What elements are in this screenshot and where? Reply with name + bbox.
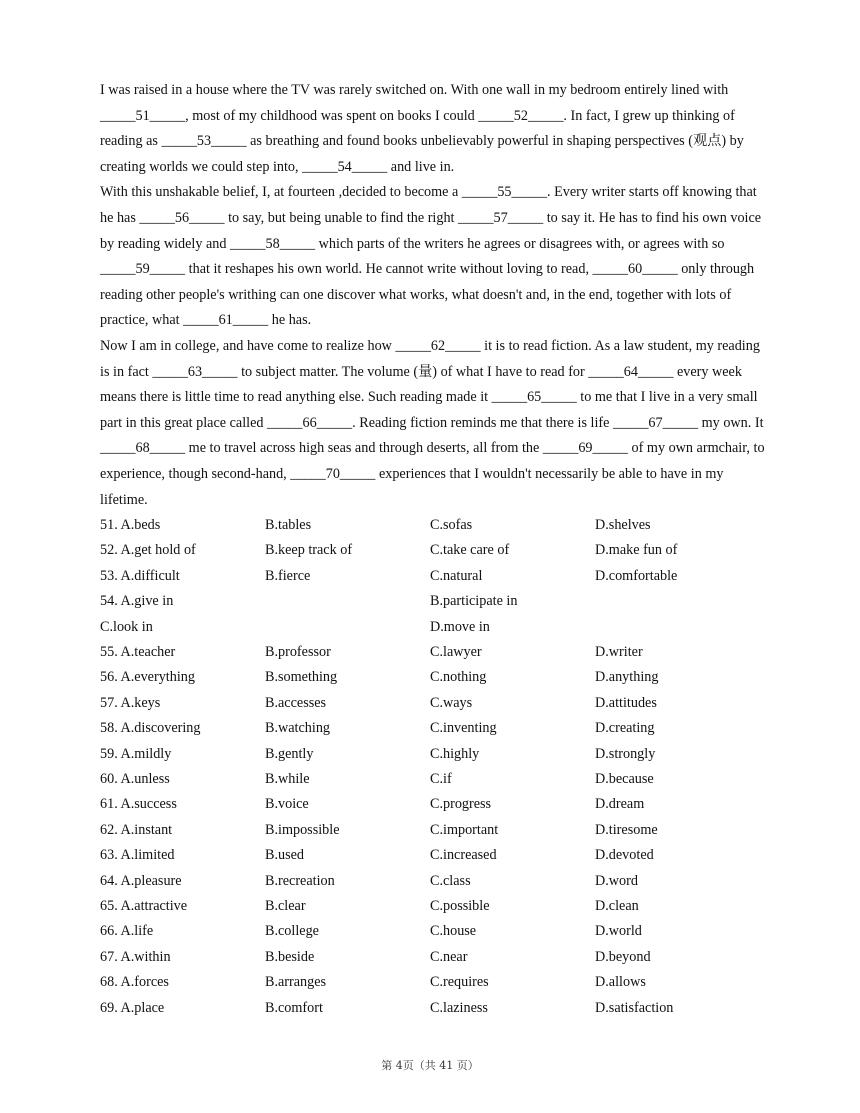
option-choice: B.participate in <box>430 593 518 610</box>
option-choice: 51. A.beds <box>100 517 161 534</box>
option-choice: C.laziness <box>430 999 488 1016</box>
option-choice: B.while <box>265 771 310 787</box>
option-choice: C.ways <box>430 694 473 711</box>
option-choice: 65. A.attractive <box>100 897 188 914</box>
option-choice: B.beside <box>265 948 315 965</box>
option-choice: D.make fun of <box>595 542 678 559</box>
option-row <box>100 818 765 843</box>
option-choice: D.writer <box>595 644 643 661</box>
option-choice: 60. A.unless <box>100 771 170 787</box>
option-choice: 55. A.teacher <box>100 644 176 661</box>
option-row <box>100 919 765 944</box>
option-choice: B.impossible <box>265 821 340 838</box>
option-choice: B.something <box>265 669 338 686</box>
passage-paragraph-2: With this unshakable belief, I, at fourteen ,decided to become a _____55_____. Every writer starts off knowing that he has _____56_____ to say, but being unable to find the right _____57_____ to say it. He has to find his own voice by reading widely and _____58_____ which parts of the writers he agrees or disagrees with, or agrees with so _____59_____ that it reshapes his own world. He cannot write without loving to read, _____60_____ only through reading other people's writhing can one discover what works, what doesn't and, in the end, together with lots of practice, what _____61_____ he has. <box>100 184 762 329</box>
option-choice: C.increased <box>430 847 497 864</box>
option-row <box>100 970 765 995</box>
option-choice: D.shelves <box>595 517 651 534</box>
option-row <box>100 716 765 741</box>
option-choice: B.accesses <box>265 694 327 711</box>
option-choice: B.comfort <box>265 999 323 1016</box>
answer-options <box>100 513 765 1021</box>
option-row <box>100 564 765 589</box>
option-choice: D.satisfaction <box>595 999 674 1016</box>
page-footer: 第 4页（共 41 页） <box>381 1059 479 1072</box>
option-choice: C.sofas <box>430 517 473 534</box>
option-choice: D.word <box>595 872 638 889</box>
option-choice: B.arranges <box>265 974 327 991</box>
option-choice: D.anything <box>595 669 659 686</box>
option-choice: C.take care of <box>430 542 510 559</box>
option-choice: C.important <box>430 821 499 838</box>
option-choice: C.requires <box>430 974 489 991</box>
option-choice: D.world <box>595 923 642 940</box>
option-choice: B.voice <box>265 796 309 813</box>
passage-paragraph-3: Now I am in college, and have come to realize how _____62_____ it is to read fiction. As a law student, my reading is in fact _____63_____ to subject matter. The volume (量) of what I have to read for _____64_____ every week means there is little time to read anything else. Such reading made it _____65_____ to me that I live in a very small part in this great place called _____66_____. Reading fiction reminds me that there is life _____67_____ my own. It _____68_____ me to travel across high seas and through deserts, all from the _____69_____ of my own armchair, to experience, though second-hand, _____70_____ experiences that I wouldn't necessarily be able to have in my lifetime. <box>100 337 765 508</box>
option-choice: C.look in <box>100 618 153 635</box>
option-choice: C.house <box>430 923 477 940</box>
passage-paragraph-1: I was raised in a house where the TV was rarely switched on. With one wall in my bedroom entirely lined with _____51_____, most of my childhood was spent on books I could _____52_____. In fact, I grew up thinking of reading as _____53_____ as breathing and found books unbelievably powerful in shaping perspectives (观点) by creating worlds we could step into, _____54_____ and live in. <box>100 82 744 175</box>
option-choice: 54. A.give in <box>100 593 174 610</box>
document-body <box>100 78 765 1021</box>
option-choice: D.tiresome <box>595 821 658 838</box>
option-choice: 57. A.keys <box>100 694 161 711</box>
option-choice: C.possible <box>430 897 490 914</box>
option-choice: 52. A.get hold of <box>100 542 196 559</box>
option-choice: 63. A.limited <box>100 847 175 864</box>
option-choice: 59. A.mildly <box>100 745 172 762</box>
option-choice: D.clean <box>595 897 639 914</box>
option-choice: D.devoted <box>595 847 654 864</box>
option-choice: B.college <box>265 923 319 940</box>
option-choice: B.keep track of <box>265 542 353 559</box>
option-choice: C.if <box>430 771 452 787</box>
option-choice: B.clear <box>265 897 306 914</box>
option-row <box>100 665 765 690</box>
option-row <box>100 792 765 817</box>
option-choice: D.creating <box>595 720 655 737</box>
option-row <box>100 691 765 716</box>
option-choice: B.watching <box>265 720 331 737</box>
option-choice: D.move in <box>430 618 490 635</box>
option-row <box>100 742 765 767</box>
option-choice: C.highly <box>430 745 480 762</box>
option-choice: D.dream <box>595 796 645 813</box>
option-row <box>100 640 765 665</box>
option-row <box>100 945 765 970</box>
option-row <box>100 589 765 614</box>
option-choice: 67. A.within <box>100 948 171 965</box>
option-choice: 56. A.everything <box>100 669 195 686</box>
option-choice: 66. A.life <box>100 923 154 940</box>
option-row <box>100 538 765 563</box>
option-choice: D.allows <box>595 974 646 991</box>
option-choice: 61. A.success <box>100 796 177 813</box>
option-choice: C.nothing <box>430 669 487 686</box>
option-choice: 69. A.place <box>100 999 165 1016</box>
option-choice: B.gently <box>265 745 314 762</box>
option-choice: C.near <box>430 948 468 965</box>
option-choice: C.progress <box>430 796 492 813</box>
option-choice: B.used <box>265 847 305 864</box>
option-choice: 68. A.forces <box>100 974 169 991</box>
option-choice: C.inventing <box>430 720 497 737</box>
option-row <box>100 869 765 894</box>
option-choice: D.comfortable <box>595 567 678 584</box>
option-row <box>100 843 765 868</box>
option-choice: D.because <box>595 771 654 787</box>
option-row <box>100 513 765 538</box>
option-choice: D.beyond <box>595 948 651 965</box>
option-choice: 62. A.instant <box>100 821 173 838</box>
option-choice: D.attitudes <box>595 694 657 711</box>
option-choice: B.recreation <box>265 872 335 889</box>
option-row <box>100 767 765 792</box>
option-row <box>100 615 765 640</box>
option-choice: C.lawyer <box>430 644 482 661</box>
option-choice: B.tables <box>265 517 312 534</box>
option-choice: 53. A.difficult <box>100 567 180 584</box>
option-choice: 58. A.discovering <box>100 720 201 737</box>
option-choice: D.strongly <box>595 745 656 762</box>
option-choice: C.natural <box>430 567 483 584</box>
option-choice: B.fierce <box>265 567 311 584</box>
option-row <box>100 894 765 919</box>
option-choice: C.class <box>430 872 471 889</box>
option-choice: 64. A.pleasure <box>100 872 182 889</box>
option-choice: B.professor <box>265 644 331 661</box>
option-row <box>100 996 765 1021</box>
